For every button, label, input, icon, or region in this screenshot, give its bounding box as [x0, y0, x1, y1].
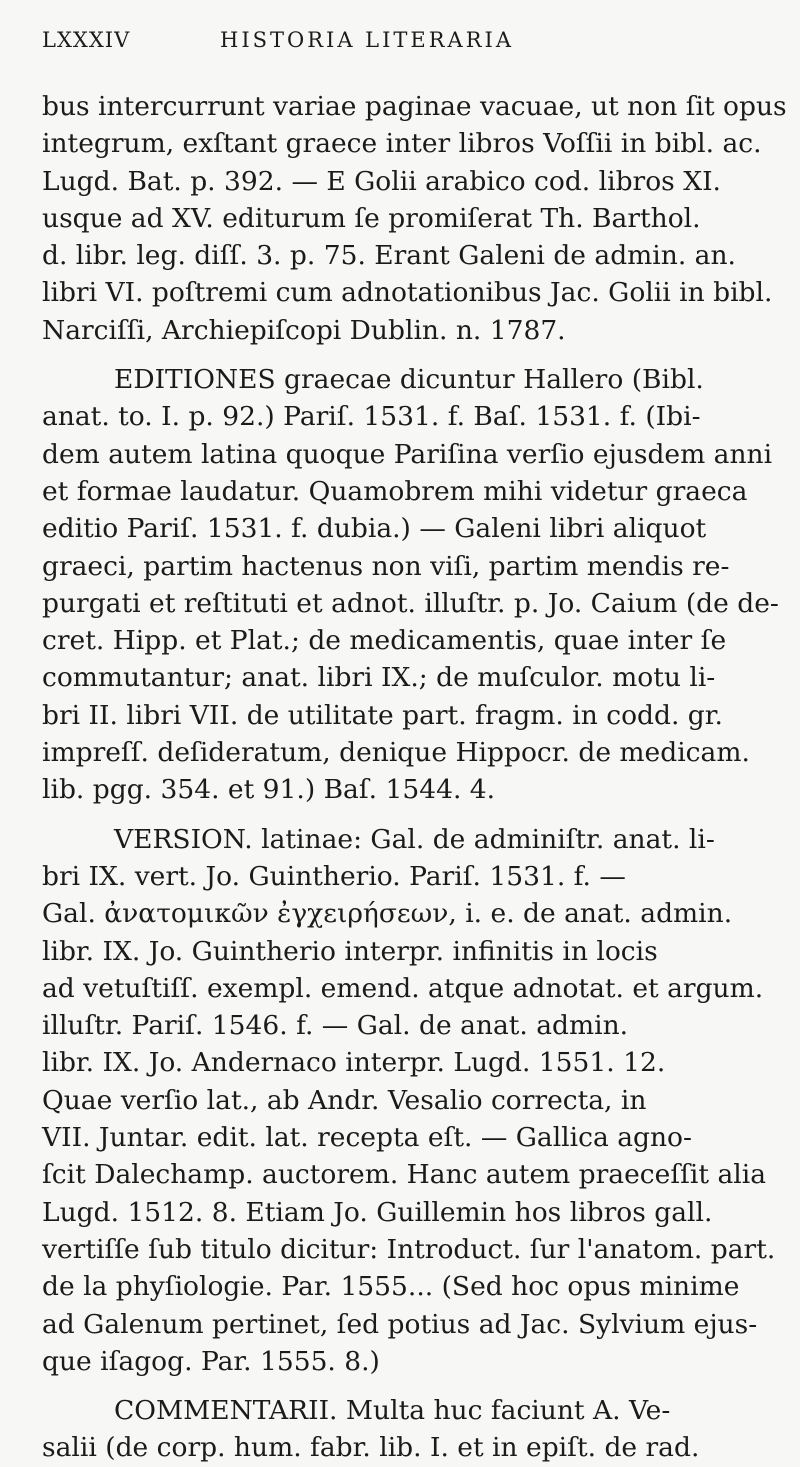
paragraph-start-editiones: EDITIONES graecae dicuntur Hallero (Bibl. — [114, 364, 704, 396]
text-line: d. libr. leg. diſſ. 3. p. 75. Erant Galeni de admin. an. — [42, 240, 736, 272]
text-line: libr. IX. Jo. Andernaco interpr. Lugd. 1551. 12. — [42, 1047, 666, 1079]
text-line: VII. Juntar. edit. lat. recepta eſt. — Gallica agno- — [42, 1122, 692, 1154]
text-line: ad Galenum pertinet, ſed potius ad Jac. Sylvium ejus- — [42, 1308, 758, 1340]
text-line: que iſagog. Par. 1555. 8.) — [42, 1345, 380, 1377]
text-line: lib. pgg. 354. et 91.) Baſ. 1544. 4. — [42, 774, 496, 806]
text-line: bri IX. vert. Jo. Guintherio. Pariſ. 1531. f. — — [42, 860, 626, 892]
text-line: Gal. ἀνατομικῶν ἐγχειρήσεων, i. e. de anat. admin. — [42, 898, 733, 930]
paragraph-start-commentarii: COMMENTARII. Multa huc faciunt A. Ve- — [114, 1395, 671, 1427]
text-line: libr. IX. Jo. Guintherio interpr. infinitis in locis — [42, 935, 658, 967]
text-line: Narciſſi, Archiepiſcopi Dublin. n. 1787. — [42, 314, 566, 346]
text-line: bri II. libri VII. de utilitate part. fragm. in codd. gr. — [42, 699, 723, 731]
text-line: usque ad XV. editurum ſe promiſerat Th. Barthol. — [42, 202, 701, 234]
text-line: salii (de corp. hum. fabr. lib. I. et in epiſt. de rad. — [42, 1432, 700, 1464]
text-line: vertiſſe ſub titulo dicitur: Introduct. ſur l'anatom. part. — [42, 1233, 776, 1265]
running-head — [42, 28, 762, 60]
text-line: ad vetuſtiſſ. exempl. emend. atque adnotat. et argum. — [42, 972, 764, 1004]
text-line: commutantur; anat. libri IX.; de muſculor. motu li- — [42, 662, 716, 694]
running-title: HISTORIA LITERARIA — [220, 28, 514, 52]
text-line: bus intercurrunt variae paginae vacuae, ut non ſit opus — [42, 91, 787, 122]
text-line: dem autem latina quoque Pariſina verſio ejusdem anni — [42, 438, 773, 470]
text-line: Lugd. 1512. 8. Etiam Jo. Guillemin hos libros gall. — [42, 1196, 713, 1228]
page-number: LXXXIV — [42, 28, 131, 52]
text-line: libri VI. poſtremi cum adnotationibus Jac. Golii in bibl. — [42, 277, 773, 309]
text-line: et formae laudatur. Quamobrem mihi videtur graeca — [42, 475, 748, 507]
text-line: cret. Hipp. et Plat.; de medicamentis, quae inter ſe — [42, 625, 727, 657]
text-line: graeci, partim hactenus non viſi, partim mendis re- — [42, 550, 730, 582]
text-line: de la phyſiologie. Par. 1555... (Sed hoc opus minime — [42, 1271, 740, 1303]
text-line: Lugd. Bat. p. 392. — E Golii arabico cod. libros XI. — [42, 165, 721, 197]
text-line: Quae verſio lat., ab Andr. Vesalio correcta, in — [42, 1084, 647, 1116]
text-line: anat. to. I. p. 92.) Pariſ. 1531. f. Baſ. 1531. f. (Ibi- — [42, 401, 701, 433]
text-line: ſcit Dalechamp. auctorem. Hanc autem praeceſſit alia — [42, 1159, 767, 1191]
text-line: editio Pariſ. 1531. f. dubia.) — Galeni libri aliquot — [42, 513, 707, 545]
text-line: integrum, exſtant graece inter libros Voſſii in bibl. ac. — [42, 128, 762, 160]
text-line: purgati et reſtituti et adnot. illuſtr. p. Jo. Caium (de de- — [42, 587, 779, 619]
body-text — [42, 88, 787, 1467]
text-line: impreſſ. deſideratum, denique Hippocr. de medicam. — [42, 737, 750, 769]
text-line: illuſtr. Pariſ. 1546. f. — Gal. de anat. admin. — [42, 1010, 629, 1042]
paragraph-start-version: VERSION. latinae: Gal. de adminiſtr. anat. li- — [114, 823, 715, 855]
